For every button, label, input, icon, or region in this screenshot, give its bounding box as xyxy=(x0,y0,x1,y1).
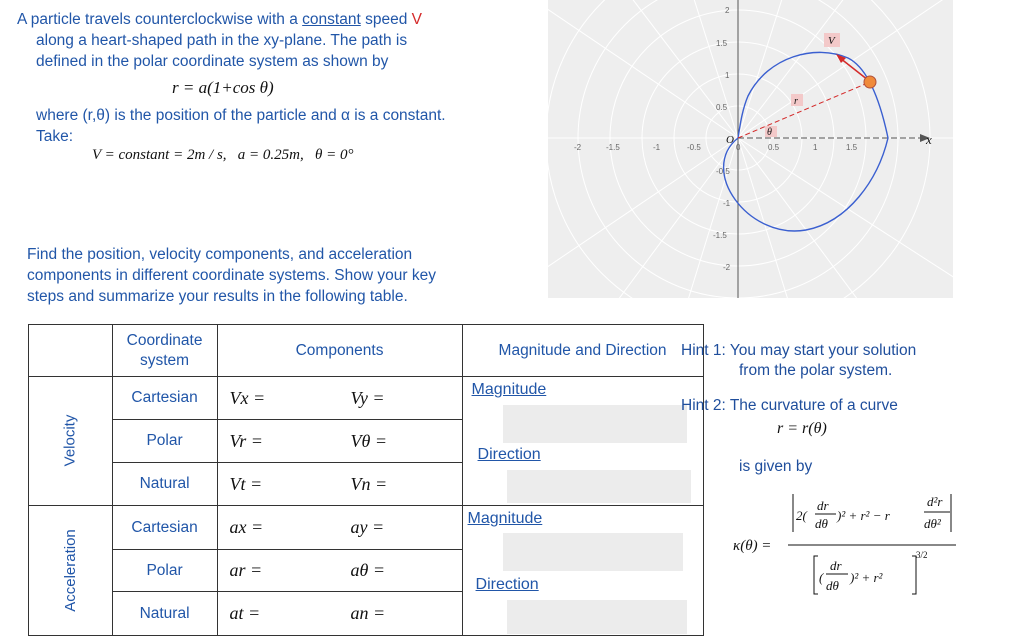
component-cell: Vθ = xyxy=(341,420,463,463)
problem-line-3: defined in the polar coordinate system as shown by xyxy=(36,53,389,70)
hint1-line-2: from the polar system. xyxy=(739,362,893,379)
label-theta: θ xyxy=(767,127,772,138)
component-cell: ax = xyxy=(217,506,341,550)
svg-text:dθ²: dθ² xyxy=(924,516,941,531)
velocity-direction-box[interactable] xyxy=(507,470,691,503)
system-cell: Polar xyxy=(112,550,217,592)
label-x: x xyxy=(926,132,932,147)
y-tick-6: -1.5 xyxy=(713,231,727,240)
component-cell: ay = xyxy=(341,506,463,550)
path-equation: r = a(1+cos θ) xyxy=(172,78,274,97)
svg-text:)² + r²: )² + r² xyxy=(850,570,883,585)
speed-symbol: V xyxy=(411,11,422,28)
curve-equation: r = r(θ) xyxy=(777,420,827,437)
component-cell: at = xyxy=(217,592,341,636)
svg-text:dr: dr xyxy=(817,498,829,513)
x-tick-0: -2 xyxy=(574,143,582,152)
problem-where: where (r,θ) is the position of the particle and α is a constant. xyxy=(36,107,446,124)
acceleration-direction-box[interactable] xyxy=(507,600,687,634)
x-tick-2: -1 xyxy=(653,143,661,152)
header-magdir: Magnitude and Direction xyxy=(462,325,703,377)
component-cell: Vr = xyxy=(217,420,341,463)
radius-line xyxy=(738,82,870,138)
x-tick-1: -1.5 xyxy=(606,143,620,152)
header-components: Components xyxy=(217,325,462,377)
y-tick-1: 1.5 xyxy=(716,39,728,48)
x-tick-3: -0.5 xyxy=(687,143,701,152)
given-by: is given by xyxy=(739,458,813,475)
problem-line-2: along a heart-shaped path in the xy-plane. The path is xyxy=(36,32,408,49)
system-cell: Cartesian xyxy=(112,377,217,420)
find-line-1: Find the position, velocity components, and acceleration xyxy=(27,246,413,263)
velocity-direction-link[interactable]: Direction xyxy=(477,446,541,463)
x-tick-7: 1.5 xyxy=(846,143,858,152)
component-cell: Vt = xyxy=(217,463,341,506)
y-tick-5: -1 xyxy=(723,199,731,208)
svg-text:dr: dr xyxy=(830,558,842,573)
velocity-magnitude-box[interactable] xyxy=(503,405,687,443)
y-tick-0: 2 xyxy=(725,6,730,15)
y-tick-4: -0.5 xyxy=(716,167,730,176)
component-cell: ar = xyxy=(217,550,341,592)
graph-svg xyxy=(548,0,953,298)
particle xyxy=(864,76,876,88)
problem-take: Take: xyxy=(36,128,74,145)
acceleration-direction-link[interactable]: Direction xyxy=(475,576,539,593)
component-cell: aθ = xyxy=(341,550,463,592)
acceleration-magnitude-box[interactable] xyxy=(503,533,683,571)
velocity-magdir-cell xyxy=(462,377,703,506)
x-tick-5: 0.5 xyxy=(768,143,780,152)
system-cell: Cartesian xyxy=(112,506,217,550)
component-cell: Vy = xyxy=(341,377,463,420)
system-cell: Polar xyxy=(112,420,217,463)
y-tick-7: -2 xyxy=(723,263,731,272)
component-cell: Vx = xyxy=(217,377,341,420)
x-tick-6: 1 xyxy=(813,143,818,152)
y-tick-2: 1 xyxy=(725,71,730,80)
find-line-3: steps and summarize your results in the following table. xyxy=(27,288,408,305)
corner-cell xyxy=(29,325,113,377)
component-cell: Vn = xyxy=(341,463,463,506)
svg-text:(: ( xyxy=(819,570,824,585)
acceleration-magnitude-link[interactable]: Magnitude xyxy=(467,510,543,527)
y-tick-3: 0.5 xyxy=(716,103,728,112)
acceleration-cell xyxy=(29,506,113,636)
kappa-label: κ(θ) = xyxy=(733,538,772,554)
velocity-magnitude-link[interactable]: Magnitude xyxy=(471,381,547,398)
problem-line-1: A particle travels counterclockwise with a constant speed V xyxy=(17,11,422,28)
hint2-line: Hint 2: The curvature of a curve xyxy=(681,397,898,414)
problem-params: V = constant = 2m / s, a = 0.25m, θ = 0° xyxy=(92,147,354,163)
curvature-formula xyxy=(788,488,958,600)
results-table xyxy=(28,324,704,636)
hint1-line-1: Hint 1: You may start your solution xyxy=(681,342,917,359)
system-cell: Natural xyxy=(112,463,217,506)
label-v: V xyxy=(828,35,835,47)
label-r: r xyxy=(794,96,798,107)
constant-word: constant xyxy=(302,11,361,28)
header-coord: Coordinate system xyxy=(112,325,217,377)
velocity-cell xyxy=(29,377,113,506)
svg-text:2(: 2( xyxy=(796,508,807,523)
acceleration-label: Acceleration xyxy=(61,528,79,612)
svg-text:3/2: 3/2 xyxy=(916,550,928,560)
svg-text:dθ: dθ xyxy=(815,516,828,531)
polar-graph xyxy=(548,0,953,298)
component-cell: an = xyxy=(341,592,463,636)
svg-text:)² + r² − r: )² + r² − r xyxy=(837,508,890,523)
cardioid-path xyxy=(724,52,888,231)
acceleration-magdir-cell xyxy=(462,506,703,636)
label-origin: O xyxy=(726,134,734,146)
svg-text:dθ: dθ xyxy=(826,578,839,593)
svg-text:d²r: d²r xyxy=(927,494,943,509)
velocity-label: Velocity xyxy=(61,414,79,467)
find-line-2: components in different coordinate systems. Show your key xyxy=(27,267,436,284)
system-cell: Natural xyxy=(112,592,217,636)
x-tick-4: 0 xyxy=(736,143,741,152)
